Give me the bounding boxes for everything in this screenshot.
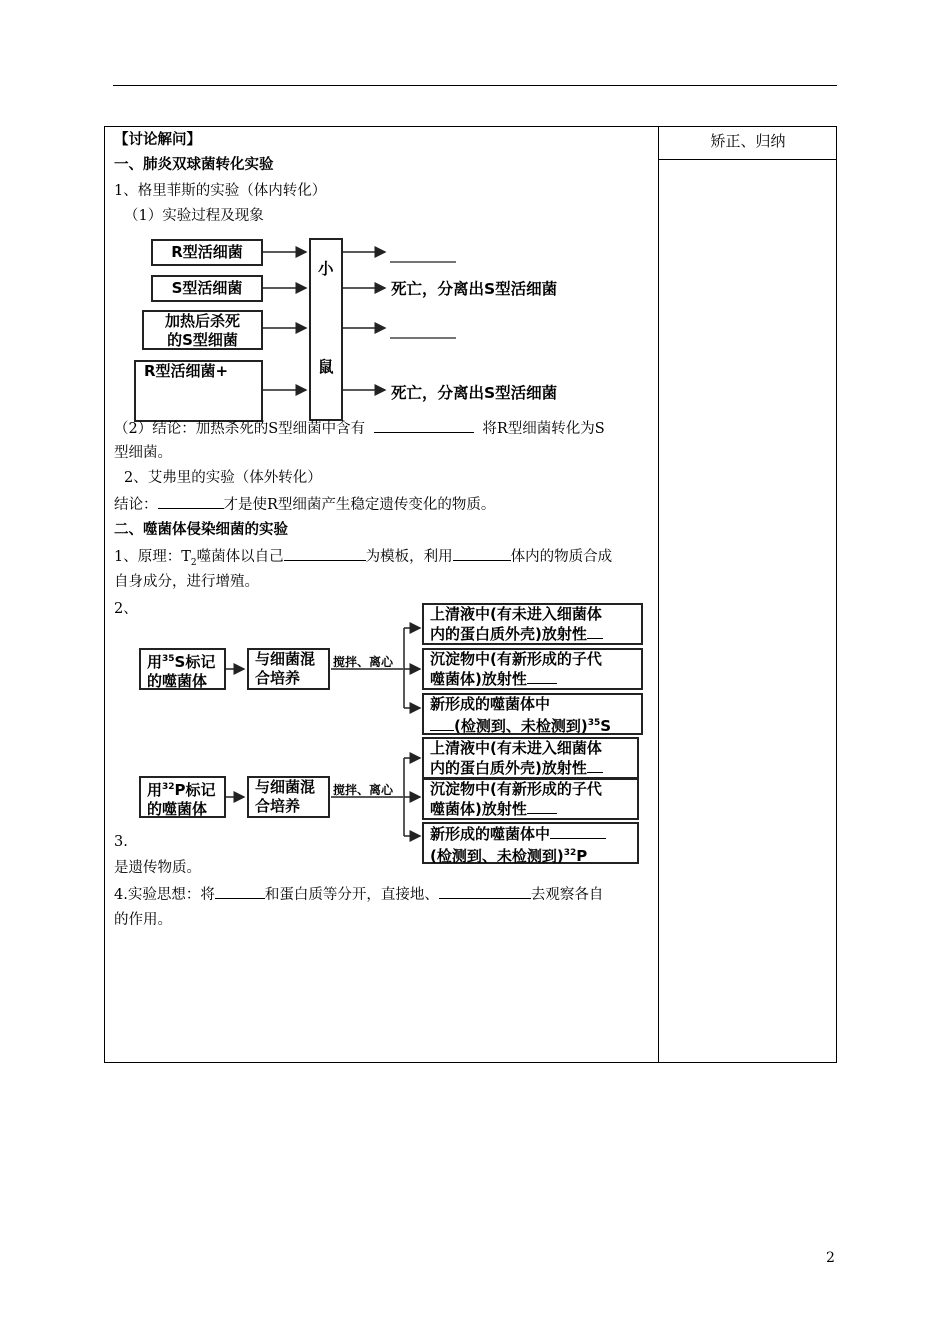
p32-supernatant-box bbox=[422, 737, 639, 779]
s35-sediment-box bbox=[422, 648, 643, 690]
s35-line-1 bbox=[147, 650, 224, 672]
item-3-tail: 是遗传物质。 bbox=[114, 860, 201, 876]
p32-mix-1: 与细菌混 bbox=[255, 778, 316, 796]
mouse-char-1: 小 bbox=[318, 260, 334, 278]
s35-mix-box bbox=[247, 648, 330, 690]
p32-new-2 bbox=[430, 844, 637, 866]
experiment-idea-line-2: 的作用。 bbox=[114, 912, 172, 928]
s35-sup-1: 上清液中(有未进入细菌体 bbox=[430, 605, 602, 623]
p32-sed-blank[interactable] bbox=[527, 799, 557, 814]
page-number: 2 bbox=[826, 1250, 835, 1266]
heat-killed-line-1: 加热后杀死 bbox=[164, 312, 240, 330]
s35-new-2 bbox=[430, 714, 641, 736]
principle-c: 为模板，利用 bbox=[365, 549, 453, 565]
s35-label-box bbox=[139, 648, 226, 690]
mouse-char-2: 鼠 bbox=[318, 358, 334, 376]
s-live-bacteria-box: S型活细菌 bbox=[151, 275, 263, 302]
avery-blank[interactable] bbox=[158, 494, 224, 509]
s35-new-2-text: (检测到、未检测到) bbox=[454, 717, 588, 735]
s35-prefix: 用 bbox=[147, 653, 163, 671]
p32-label-box bbox=[139, 776, 226, 818]
discussion-title: 【讨论解问】 bbox=[114, 131, 201, 148]
p32-suffix: P标记 bbox=[174, 781, 216, 799]
p32-new-2-text: (检测到、未检测到) bbox=[430, 847, 564, 865]
process-heading: （1）实验过程及现象 bbox=[124, 208, 264, 224]
experiment-idea-line bbox=[114, 884, 603, 905]
p32-prefix: 用 bbox=[147, 781, 163, 799]
conclusion-text-a: （2）结论：加热杀死的S型细菌中含有 bbox=[114, 421, 366, 437]
s35-mix-2: 合培养 bbox=[255, 669, 301, 687]
item-3-label: 3. bbox=[114, 834, 128, 850]
s35-suffix: S标记 bbox=[174, 653, 216, 671]
r-plus-mix-box bbox=[134, 360, 263, 422]
s35-sup-blank[interactable] bbox=[587, 624, 603, 639]
p32-sediment-box bbox=[422, 778, 639, 820]
p32-mix-box bbox=[247, 776, 330, 818]
p32-sup: 32 bbox=[162, 782, 175, 792]
principle-blank-1[interactable] bbox=[284, 546, 366, 561]
s35-line-2: 的噬菌体 bbox=[147, 672, 208, 690]
p32-new-iso: P bbox=[576, 847, 588, 865]
idea-a: 4.实验思想：将 bbox=[114, 887, 215, 903]
idea-b: 和蛋白质等分开，直接地、 bbox=[264, 887, 439, 903]
principle-blank-2[interactable] bbox=[453, 546, 511, 561]
s35-sup: 35 bbox=[162, 654, 175, 664]
p32-new-sup: 32 bbox=[563, 848, 577, 858]
p32-line-1 bbox=[147, 778, 224, 800]
s35-new-iso: S bbox=[600, 717, 612, 735]
s35-new-1: 新形成的噬菌体中 bbox=[430, 695, 551, 713]
principle-a: 1、原理：T bbox=[114, 549, 191, 565]
p32-new-blank[interactable] bbox=[550, 824, 606, 839]
s35-stir-label: 搅拌、离心 bbox=[333, 655, 394, 669]
s35-new-sup: 35 bbox=[587, 718, 601, 728]
conclusion-text-c: 型细菌。 bbox=[114, 445, 172, 461]
avery-text-a: 结论： bbox=[114, 497, 158, 513]
avery-conclusion bbox=[114, 494, 495, 515]
idea-blank-2[interactable] bbox=[439, 884, 531, 899]
p32-sed-2-text: 噬菌体)放射性 bbox=[430, 800, 527, 818]
s35-new-phage-box bbox=[422, 693, 643, 735]
section-1-title: 一、肺炎双球菌转化实验 bbox=[114, 156, 274, 173]
p32-sed-2 bbox=[430, 799, 637, 819]
s35-mix-1: 与细菌混 bbox=[255, 650, 316, 668]
principle-b: 噬菌体以自己 bbox=[196, 549, 284, 565]
conclusion-text-b: 将R型细菌转化为S bbox=[482, 421, 605, 437]
principle-sub: 2 bbox=[190, 557, 197, 568]
p32-sup-1: 上清液中(有未进入细菌体 bbox=[430, 739, 602, 757]
p32-mix-2: 合培养 bbox=[255, 797, 301, 815]
s35-sed-2 bbox=[430, 669, 641, 689]
p32-new-1-text: 新形成的噬菌体中 bbox=[430, 825, 551, 843]
heat-killed-s-box bbox=[142, 310, 263, 350]
result-dead-1: 死亡，分离出S型活细菌 bbox=[391, 280, 558, 298]
s35-sed-2-text: 噬菌体)放射性 bbox=[430, 670, 527, 688]
section-2-title: 二、噬菌体侵染细菌的实验 bbox=[114, 521, 288, 538]
avery-text-b: 才是使R型细菌产生稳定遗传变化的物质。 bbox=[223, 497, 496, 513]
s35-sup-2-text: 内的蛋白质外壳)放射性 bbox=[430, 625, 587, 643]
avery-heading: 2、艾弗里的实验（体外转化） bbox=[124, 470, 322, 486]
mouse-box bbox=[309, 238, 343, 421]
p32-sup-2-text: 内的蛋白质外壳)放射性 bbox=[430, 759, 587, 777]
result-dead-2: 死亡，分离出S型活细菌 bbox=[391, 384, 558, 402]
mix-box-label: R型活细菌+ bbox=[144, 362, 229, 380]
idea-c: 去观察各自 bbox=[530, 887, 604, 903]
principle-d: 体内的物质合成 bbox=[510, 549, 613, 565]
principle-line bbox=[114, 546, 612, 573]
griffith-heading: 1、格里菲斯的实验（体内转化） bbox=[114, 183, 327, 199]
idea-blank-1[interactable] bbox=[215, 884, 265, 899]
p32-stir-label: 搅拌、离心 bbox=[333, 783, 394, 797]
heat-killed-line-2: 的S型细菌 bbox=[167, 331, 238, 349]
griffith-conclusion bbox=[114, 418, 605, 439]
p32-sup-blank[interactable] bbox=[587, 758, 603, 773]
p32-sup-2 bbox=[430, 758, 637, 778]
p32-line-2: 的噬菌体 bbox=[147, 800, 208, 818]
p32-sed-1: 沉淀物中(有新形成的子代 bbox=[430, 780, 602, 798]
p32-new-1 bbox=[430, 824, 637, 844]
item-2-label: 2、 bbox=[114, 601, 138, 617]
conclusion-blank[interactable] bbox=[374, 418, 474, 433]
s35-sup-2 bbox=[430, 624, 641, 644]
s35-sed-blank[interactable] bbox=[527, 669, 557, 684]
s35-sed-1: 沉淀物中(有新形成的子代 bbox=[430, 650, 602, 668]
p32-new-phage-box bbox=[422, 822, 639, 864]
s35-supernatant-box bbox=[422, 603, 643, 645]
principle-line-2: 自身成分，进行增殖。 bbox=[114, 574, 259, 590]
r-live-bacteria-box: R型活细菌 bbox=[151, 239, 263, 266]
s35-new-blank[interactable] bbox=[430, 716, 454, 731]
right-column-title: 矫正、归纳 bbox=[659, 126, 837, 160]
